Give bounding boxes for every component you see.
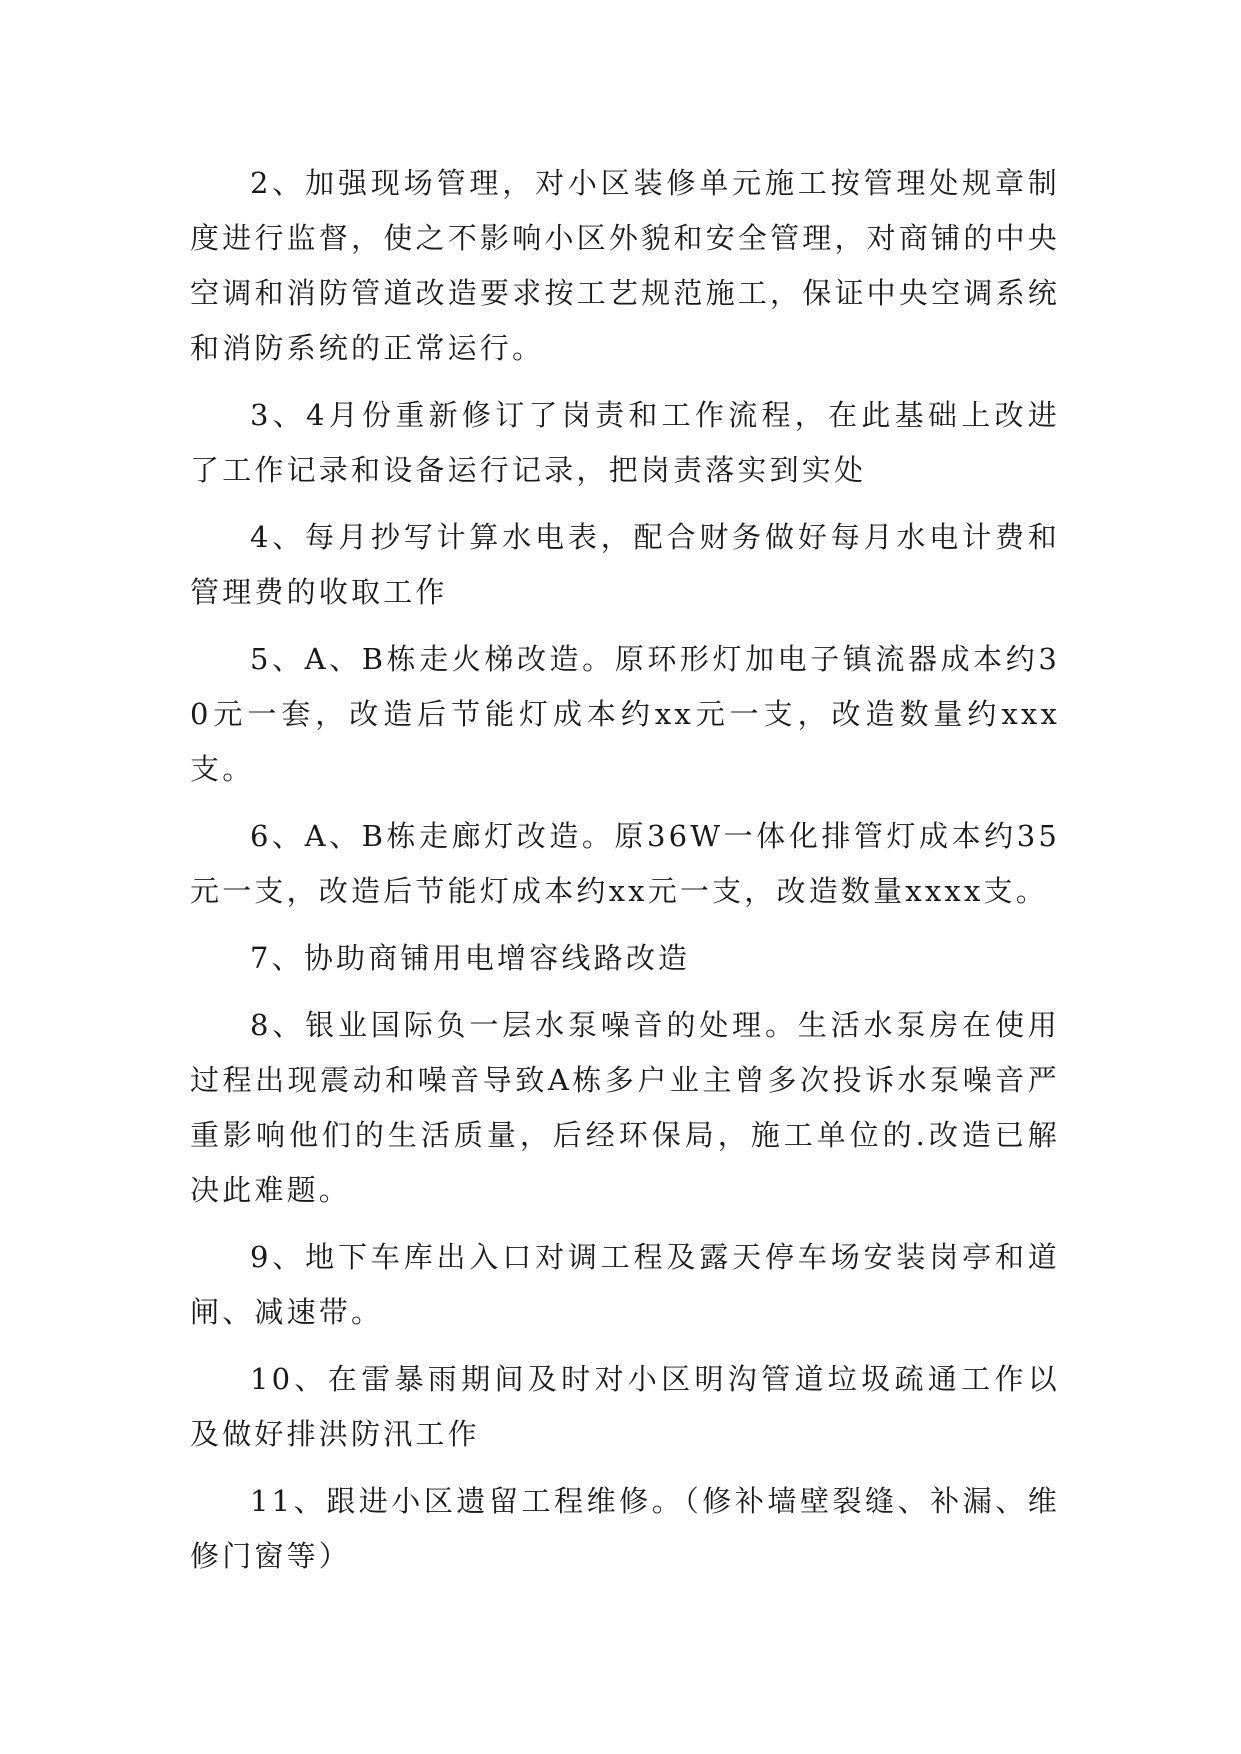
paragraph-item-4: 4、每月抄写计算水电表，配合财务做好每月水电计费和管理费的收取工作 <box>190 520 1060 609</box>
paragraph-item-8: 8、银业国际负一层水泵噪音的处理。生活水泵房在使用过程出现震动和噪音导致A栋多户业主曾多次投诉水泵噪音严重影响他们的生活质量，后经环保局，施工单位的.改造已解决此难题。 <box>190 1008 1060 1207</box>
paragraph-item-2: 2、加强现场管理，对小区装修单元施工按管理处规章制度进行监督，使之不影响小区外貌和安全管理，对商铺的中央空调和消防管道改造要求按工艺规范施工，保证中央空调系统和消防系统的正常运行。 <box>190 166 1060 365</box>
paragraph-item-3: 3、4月份重新修订了岗责和工作流程，在此基础上改进了工作记录和设备运行记录，把岗责落实到实处 <box>190 398 1060 487</box>
paragraph-item-9: 9、地下车库出入口对调工程及露天停车场安装岗亭和道闸、减速带。 <box>190 1240 1060 1329</box>
paragraph-item-7: 7、协助商铺用电增容线路改造 <box>250 941 691 975</box>
paragraph-item-11: 11、跟进小区遗留工程维修。（修补墙壁裂缝、补漏、维修门窗等） <box>190 1484 1060 1573</box>
paragraph-item-10: 10、在雷暴雨期间及时对小区明沟管道垃圾疏通工作以及做好排洪防汛工作 <box>190 1362 1060 1451</box>
paragraph-item-6: 6、A、B栋走廊灯改造。原36W一体化排管灯成本约35元一支，改造后节能灯成本约xx元一支，改造数量xxxx支。 <box>190 819 1060 908</box>
document-body <box>190 156 1060 1596</box>
paragraph-item-5: 5、A、B栋走火梯改造。原环形灯加电子镇流器成本约30元一套，改造后节能灯成本约xx元一支，改造数量约xxx支。 <box>190 642 1060 786</box>
